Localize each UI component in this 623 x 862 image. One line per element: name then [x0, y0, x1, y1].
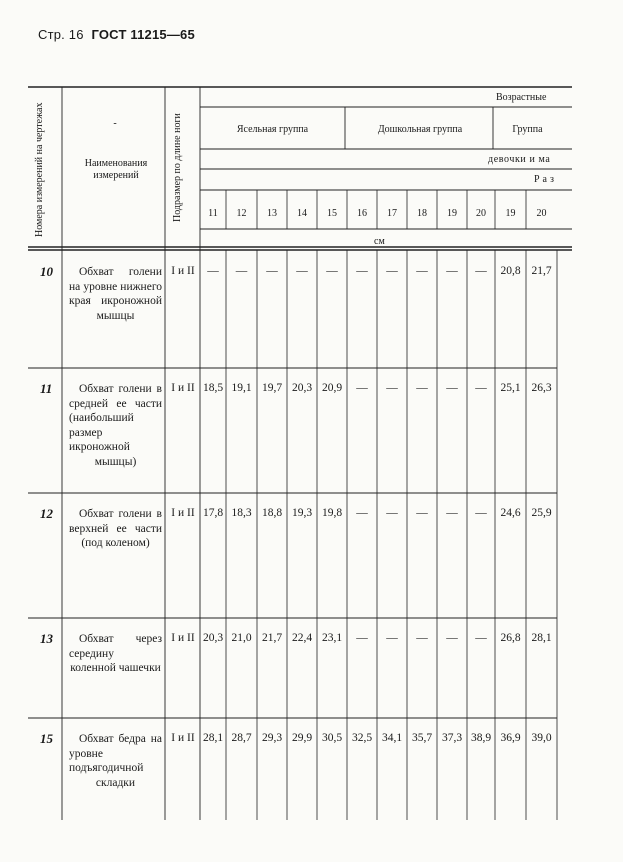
row-value: 35,7	[411, 732, 433, 744]
row-number: 13	[40, 631, 53, 646]
row-value: —	[356, 632, 368, 644]
col-size-header: Подразмер по длине ноги	[172, 113, 183, 223]
row-value: 18,8	[261, 507, 283, 519]
unit-label: см	[374, 236, 385, 247]
row-value: 19,8	[321, 507, 343, 519]
gost-number: ГОСТ 11215—65	[91, 27, 195, 42]
row-value: 17,8	[202, 507, 224, 519]
size-number: 12	[236, 208, 247, 219]
row-size: I и II	[171, 507, 195, 519]
col-name-header: Наименования измерений	[84, 158, 148, 181]
row-value: —	[446, 507, 458, 519]
row-value: 28,1	[531, 632, 552, 644]
size-number: 17	[387, 208, 397, 219]
size-number: 20	[536, 208, 547, 219]
row-value: 19,7	[261, 382, 283, 394]
row-value: 26,8	[500, 632, 521, 644]
row-value: —	[356, 265, 368, 277]
row-value: 39,0	[531, 732, 552, 744]
row-value: 19,1	[231, 382, 252, 394]
size-number: 16	[357, 208, 367, 219]
size-number: 19	[447, 208, 457, 219]
group-preschool: Дошкольная группа	[377, 124, 463, 135]
row-value: 36,9	[500, 732, 521, 744]
row-value: 32,5	[351, 732, 373, 744]
size-number: 14	[297, 208, 307, 219]
row-value: 21,0	[231, 632, 252, 644]
size-number: 13	[267, 208, 277, 219]
row-value: 18,3	[231, 507, 252, 519]
row-value: 38,9	[470, 732, 492, 744]
row-value: 37,3	[441, 732, 463, 744]
row-value: 18,5	[202, 382, 224, 394]
row-value: 22,4	[291, 632, 313, 644]
row-value: —	[446, 265, 458, 277]
row-value: —	[356, 382, 368, 394]
row-value: —	[446, 382, 458, 394]
row-value: —	[386, 265, 398, 277]
row-name: Обхват через середину коленной чашечки	[69, 633, 162, 674]
row-value: —	[475, 382, 487, 394]
row-value: —	[235, 265, 248, 277]
page-number: Стр. 16	[38, 27, 84, 42]
row-value: 34,1	[381, 732, 403, 744]
row-value: —	[416, 382, 428, 394]
age-group-title: Возрастные	[496, 92, 547, 103]
row-number: 15	[40, 731, 53, 746]
row-size: I и II	[171, 265, 195, 277]
row-value: —	[296, 265, 308, 277]
row-value: —	[386, 632, 398, 644]
row-name: Обхват голени в верхней ее части (под коленом)	[69, 508, 162, 549]
row-number: 12	[40, 506, 53, 521]
row-value: —	[326, 265, 338, 277]
row-value: —	[207, 265, 219, 277]
row-value: 20,3	[202, 632, 224, 644]
size-number: 20	[476, 208, 486, 219]
row-value: 19,3	[291, 507, 313, 519]
row-value: —	[356, 507, 368, 519]
row-value: 21,7	[261, 632, 283, 644]
row-value: 20,3	[291, 382, 313, 394]
size-number: 19	[505, 208, 516, 219]
row-value: —	[475, 507, 487, 519]
col-name-dash: -	[113, 118, 117, 129]
row-value: —	[416, 507, 428, 519]
row-value: 29,3	[261, 732, 283, 744]
row-value: 26,3	[531, 382, 552, 394]
row-value: 28,1	[202, 732, 224, 744]
size-number: 11	[208, 208, 218, 219]
row-value: —	[416, 265, 428, 277]
row-size: I и II	[171, 732, 195, 744]
row-value: —	[386, 382, 398, 394]
size-number: 15	[327, 208, 337, 219]
row-value: 29,9	[291, 732, 313, 744]
row-value: 23,1	[321, 632, 343, 644]
row-name: Обхват бедра на уровне подъягодичной складки	[69, 733, 162, 789]
row-value: 20,8	[500, 265, 521, 277]
row-value: —	[266, 265, 278, 277]
row-value: 25,9	[531, 507, 552, 519]
row-name: Обхват голени на уровне нижнего края икроножной мышцы	[69, 266, 162, 322]
row-value: 28,7	[231, 732, 252, 744]
row-value: —	[416, 632, 428, 644]
row-value: 20,9	[321, 382, 343, 394]
row-value: 24,6	[500, 507, 521, 519]
row-value: —	[386, 507, 398, 519]
row-number: 10	[40, 264, 53, 279]
row-value: 30,5	[321, 732, 343, 744]
row-name: Обхват голени в средней ее части (наибольший размер икроножной мышцы)	[69, 383, 162, 468]
size-number: 18	[417, 208, 427, 219]
gender-label: девочки и ма	[488, 154, 551, 165]
row-size: I и II	[171, 632, 195, 644]
group-nursery: Ясельная группа	[236, 124, 309, 135]
sizes-label: Раз	[534, 174, 557, 185]
col-number-header: Номера измерений на чертежах	[34, 102, 45, 238]
row-value: —	[475, 265, 487, 277]
row-number: 11	[40, 381, 53, 396]
row-size: I и II	[171, 382, 195, 394]
row-value: —	[475, 632, 487, 644]
row-value: 21,7	[531, 265, 552, 277]
group-school: Группа	[512, 124, 543, 135]
row-value: 25,1	[500, 382, 521, 394]
row-value: —	[446, 632, 458, 644]
